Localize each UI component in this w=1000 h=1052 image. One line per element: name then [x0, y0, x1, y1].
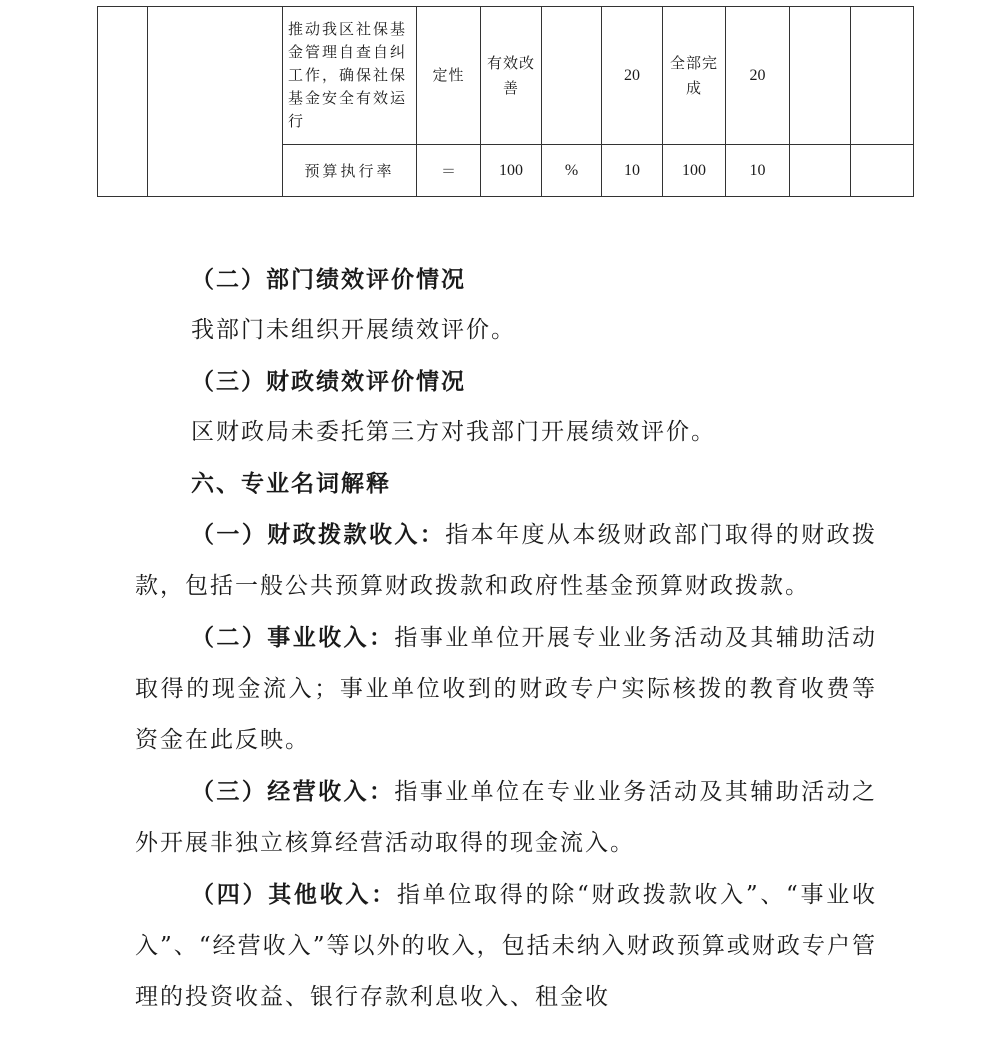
glossary-term: （三）经营收入：: [191, 778, 395, 805]
glossary-item: [135, 509, 877, 612]
glossary-term: （一）财政拨款收入：: [191, 521, 446, 548]
indicator-cell: 推动我区社保基金管理自查自纠工作，确保社保基金安全有效运行: [283, 7, 417, 145]
section-heading-glossary: 六、专业名词解释: [191, 470, 391, 497]
nature-cell: ＝: [417, 145, 481, 197]
glossary-item: [135, 869, 877, 1023]
extra-cell: [851, 145, 914, 197]
score-cell: 20: [726, 7, 790, 145]
target-cell: 100: [481, 145, 542, 197]
glossary-term: （四）其他收入：: [191, 881, 397, 908]
remark-cell: [790, 145, 851, 197]
glossary-term: （二）事业收入：: [191, 624, 395, 651]
glossary-item: [135, 766, 877, 869]
extra-cell: [851, 7, 914, 145]
performance-table: [97, 6, 914, 197]
table-cell-level1: [98, 7, 148, 197]
score-cell: 10: [726, 145, 790, 197]
target-cell: 有效改善: [481, 7, 542, 145]
glossary-desc: 指单位取得的除“财政拨款收入”、“事业收入”、“经营收入”等以外的收入，包括未纳入财政预算或财政专户管理的投资收益、银行存款利息收入、租金收: [135, 882, 877, 1010]
weight-cell: 10: [602, 145, 663, 197]
glossary-desc: 指本年度从本级财政部门取得的财政拨款，包括一般公共预算财政拨款和政府性基金预算财政拨款。: [135, 522, 878, 599]
remark-cell: [790, 7, 851, 145]
glossary-item: [135, 612, 877, 766]
table-row: [98, 7, 914, 145]
document-body: [135, 254, 877, 1023]
unit-cell: %: [542, 145, 602, 197]
section-heading-finance-evaluation: （三）财政绩效评价情况: [191, 368, 466, 395]
glossary-desc: 指事业单位开展专业业务活动及其辅助活动取得的现金流入；事业单位收到的财政专户实际核拨的教育收费等资金在此反映。: [135, 625, 878, 753]
indicator-cell: 预算执行率: [283, 145, 417, 197]
section-heading-dept-evaluation: （二）部门绩效评价情况: [191, 266, 466, 293]
nature-cell: 定性: [417, 7, 481, 145]
unit-cell: [542, 7, 602, 145]
actual-cell: 全部完成: [663, 7, 726, 145]
paragraph-dept-evaluation: 我部门未组织开展绩效评价。: [191, 317, 516, 343]
glossary-desc: 指事业单位在专业业务活动及其辅助活动之外开展非独立核算经营活动取得的现金流入。: [135, 779, 878, 856]
weight-cell: 20: [602, 7, 663, 145]
paragraph-finance-evaluation: 区财政局未委托第三方对我部门开展绩效评价。: [191, 419, 716, 445]
table-cell-level2: [148, 7, 283, 197]
actual-cell: 100: [663, 145, 726, 197]
